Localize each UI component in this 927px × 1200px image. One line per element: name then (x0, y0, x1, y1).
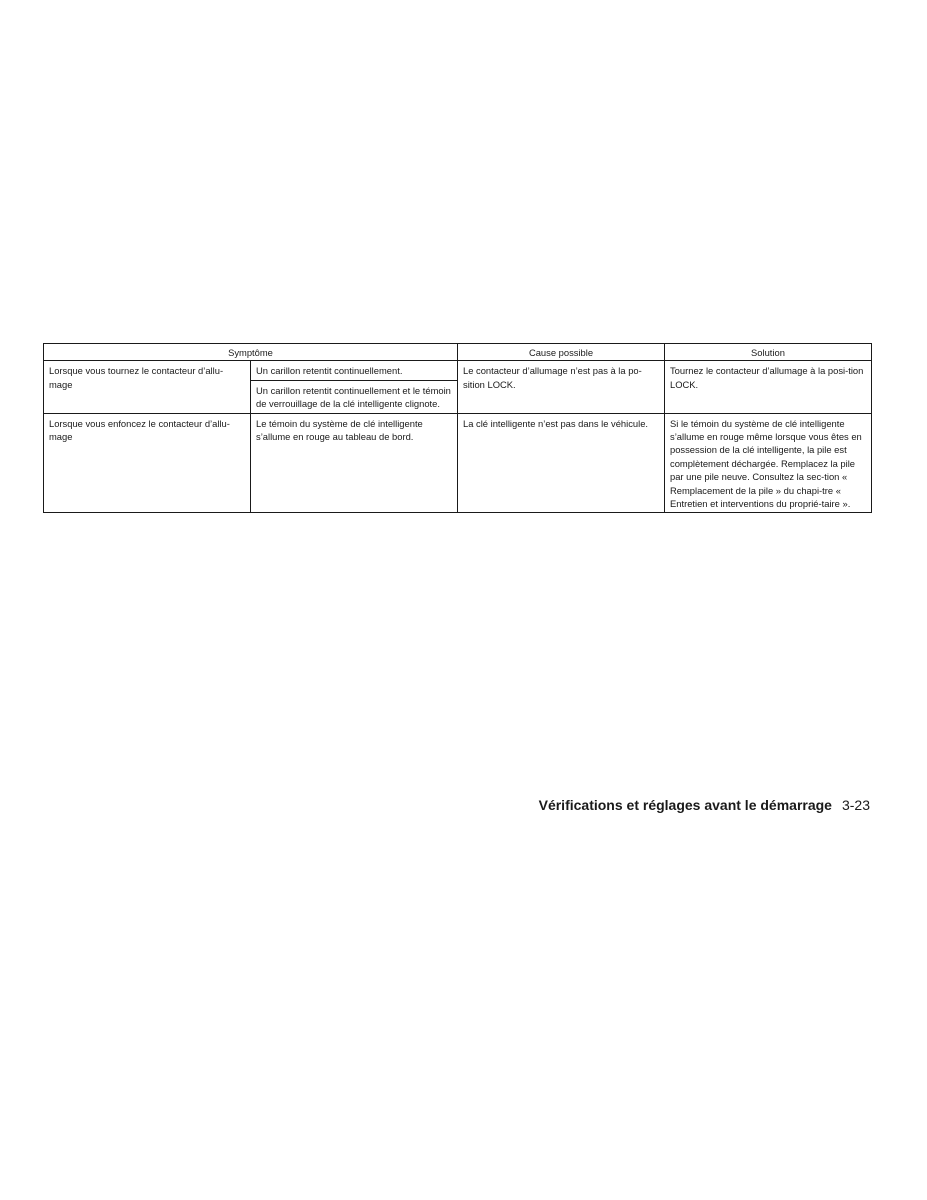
page-footer (539, 797, 870, 813)
section-title: Vérifications et réglages avant le démarrage (538, 797, 832, 813)
table-row (44, 361, 872, 380)
page-number: 3-23 (841, 797, 870, 813)
troubleshooting-table (43, 343, 872, 513)
table-header-row (44, 344, 872, 361)
row-symptom: Un carillon retentit continuellement et le témoin de verrouillage de la clé intelligente clignote. (251, 380, 458, 413)
row-condition: Lorsque vous enfoncez le contacteur d’allu-mage (44, 413, 251, 513)
row-symptom: Le témoin du système de clé intelligente s’allume en rouge au tableau de bord. (251, 413, 458, 513)
table-row (44, 413, 872, 513)
row-symptom: Un carillon retentit continuellement. (251, 361, 458, 380)
header-solution: Solution (665, 344, 872, 361)
header-cause: Cause possible (458, 344, 665, 361)
row-solution: Tournez le contacteur d’allumage à la posi-tion LOCK. (665, 361, 872, 413)
row-cause: La clé intelligente n’est pas dans le véhicule. (458, 413, 665, 513)
header-symptom: Symptôme (44, 344, 458, 361)
row-solution: Si le témoin du système de clé intelligente s’allume en rouge même lorsque vous êtes en possession de la clé intelligente, la pile est complètement déchargée. Remplacez la pile par une pile neuve. Consultez la sec-tion « Remplacement de la pile » du chapi-tre « Entretien et interventions du proprié-taire ». (665, 413, 872, 513)
row-cause: Le contacteur d’allumage n’est pas à la po-sition LOCK. (458, 361, 665, 413)
row-condition: Lorsque vous tournez le contacteur d’allu-mage (44, 361, 251, 413)
